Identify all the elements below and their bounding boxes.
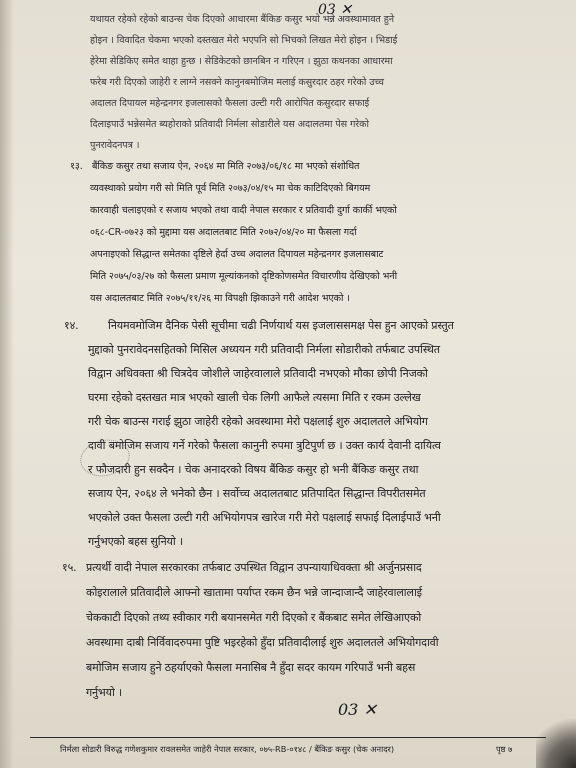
text-line: भएकोले उक्त फैसला उल्टी गरी अभियोगपत्र खारेज गरी मेरो पक्षलाई सफाई दिलाईपाउँ भनी: [88, 511, 441, 524]
footer-case-title: निर्मला सोडारी विरुद्ध गणेशकुमार रावलसमेत जाहेरी नेपाल सरकार, ०७५-RB-०१४८ / बैंकिङ कसुर (चेक अनादर): [60, 744, 395, 754]
paragraph-number: १५.: [62, 561, 77, 574]
text-line: गर्नुभएको बहस सुनियो ।: [88, 535, 183, 548]
text-line: दिलाइपाउँ भन्नेसमेत ब्यहोराको प्रतिवादी निर्मला सोडारीले यस अदालतमा पेस गरेको: [90, 119, 369, 130]
text-line: मुद्दाको पुनरावेदनसहितको मिसिल अध्ययन गरी प्रतिवादी निर्मला सोडारीको तर्फबाट उपस्थित: [88, 343, 440, 356]
text-line: घरमा रहेको दस्तखत मात्र भएको खाली चेक लिगी आफैले त्यसमा मिति र रकम उल्लेख: [88, 391, 421, 404]
page-number: पृष्ठ ७: [496, 744, 513, 754]
page-shadow: [536, 708, 576, 768]
text-line: अदालत दिपायल महेन्द्रनगर इजलासको फैसला उल्टी गरी आरोपित कसुरदार सफाई: [90, 98, 370, 109]
text-line: दावी बमोजिम सजाय गर्ने गरेको फैसला कानुनी रुपमा त्रुटिपुर्ण छ । उक्त कार्य देवानी दायित्व: [88, 439, 441, 452]
text-line: मिति २०७५/०३/२७ को फैसला प्रमाण मूल्यांकनको दृष्टिकोणसमेत विचारणीय देखिएको भनी: [90, 271, 397, 282]
text-line: यथायत रहेको रहेको बाउन्स चेक दिएको आधारमा बैंकिङ कसुर भयो भन्ने अवस्थामावत हुने: [90, 14, 394, 25]
text-line: ०६८-CR-०७२३ को मुद्दामा यस अदालतबाट मिति २०७२/०४/२० मा फैसला गर्दा: [90, 227, 357, 238]
page-footer: [60, 744, 513, 755]
text-line: चेककाटी दिएको तथ्य स्वीकार गरी बयानसमेत गरी दिएको र बैंकबाट समेत लेखिआएको: [86, 611, 422, 624]
text-line: होइन । विवादित चेकमा भएको दस्तखत मेरो भएपनि सो भिचको लिखत मेरो होइन । भिडाई: [90, 35, 398, 46]
bottom-handwritten-mark: 03 ✕: [338, 700, 377, 719]
text-line: पुनरावेदनपत्र ।: [90, 140, 140, 151]
text-line: प्रत्यर्थी वादी नेपाल सरकारका तर्फबाट उपस्थित विद्वान उपन्यायाधिवक्ता श्री अर्जुनप्रसाद: [86, 561, 422, 574]
text-line: र फौजदारी हुन सक्दैन । चेक अनादरको विषय बैंकिङ कसुर हो भनी बैंकिङ कसुर तथा: [88, 463, 419, 476]
text-line: व्यवस्थाको प्रयोग गरी सो मिति पूर्व मिति २०७३/०४/१५ मा चेक काटिदिएको बिगयम: [90, 183, 371, 194]
text-line: विद्वान अधिवक्ता श्री चित्रदेव जोशीले जाहेरवालाले प्रतिवादी नभएको मौका छोपी निजको: [88, 367, 428, 380]
text-line: कोइरालाले प्रतिवादीले आफ्नो खातामा पर्याप्त रकम छैन भन्ने जान्दाजान्दै जाहेरवालालाई: [86, 586, 422, 599]
paragraph-number: १४.: [64, 319, 79, 332]
text-line: बमोजिम सजाय हुने ठहर्याएको फैसला मनासिब नै हुँदा सदर कायम गरिपाउँ भनी बहस: [86, 661, 416, 674]
text-line: गरी चेक बाउन्स गराई झुठा जाहेरी रहेको अवस्थामा मेरो पक्षलाई शुरु अदालतले अभियोग: [88, 415, 428, 428]
text-line: गर्नुभयो ।: [86, 686, 123, 699]
footer-divider: [30, 737, 546, 738]
paragraph-number: १३.: [70, 161, 83, 172]
text-line: बैंकिङ कसुर तथा सजाय ऐन, २०६४ मा मिति २०७३/०६/१८ मा भएको संशोधित: [92, 161, 360, 172]
text-line: अवस्थामा दाबी निर्विवादरुपमा पुष्टि भइरहेको हुँदा प्रतिवादीलाई शुरु अदालतले अभियोगदावी: [86, 636, 439, 649]
text-line: कारवाही चलाइएको र सजाय भएको तथा वादी नेपाल सरकार र प्रतिवादी दुर्गा कार्की भएको: [90, 205, 397, 216]
text-line: फरेब गरी दिएको जाहेरी र लाग्ने नसक्ने कानुनबमोजिम मलाई कसुरदार ठहर गरेको उच्च: [90, 77, 384, 88]
text-line: यस अदालतबाट मिति २०७५/११/२६ मा विपक्षी झिकाउने गरी आदेश भएको ।: [90, 293, 350, 304]
text-line: अपनाइएको सिद्धान्त समेतका दृष्टिले हेर्दा उच्च अदालत दिपायल महेन्द्रनगर इजलासबाट: [90, 249, 384, 260]
top-handwritten-mark: 03 ✕: [318, 2, 352, 18]
text-line: नियमवमोजिम दैनिक पेसी सूचीमा चढी निर्णयार्थ यस इजलाससमक्ष पेस हुन आएको प्रस्तुत: [108, 319, 454, 332]
text-line: हेरेमा सेडिकिए समेत थाहा हुन्छ । सेडिकेटको छानबिन न गरिएन । झुठा कथनका आधारमा: [90, 56, 393, 67]
text-line: सजाय ऐन, २०६४ ले भनेको छैन । सर्वोच्च अदालतबाट प्रतिपादित सिद्धान्त विपरीतसमेत: [88, 487, 426, 500]
